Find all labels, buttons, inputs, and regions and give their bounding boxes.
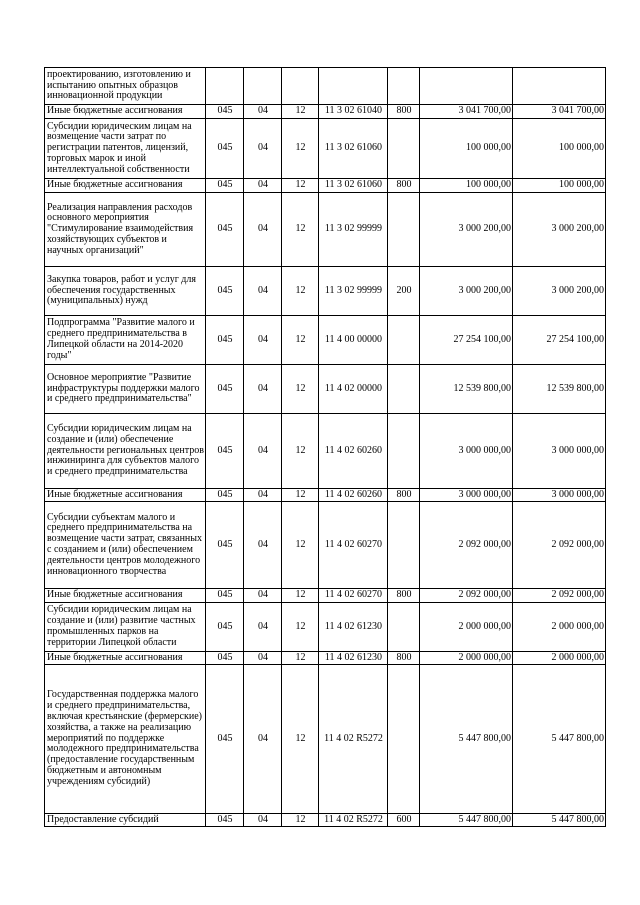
table-row (45, 489, 606, 502)
cell-amount-final: 3 000 200,00 (513, 193, 606, 267)
cell-ministry-code: 045 (206, 652, 244, 665)
table-row (45, 179, 606, 193)
cell-subsection-code: 12 (282, 652, 319, 665)
row-description: Предоставление субсидий (45, 814, 206, 827)
cell-ministry-code: 045 (206, 489, 244, 502)
cell-amount-final (513, 68, 606, 105)
cell-subsection-code: 12 (282, 814, 319, 827)
table-row (45, 589, 606, 603)
cell-amount-final: 5 447 800,00 (513, 814, 606, 827)
table-row (45, 119, 606, 179)
cell-subsection-code: 12 (282, 193, 319, 267)
cell-section-code: 04 (244, 814, 282, 827)
table-row (45, 267, 606, 316)
cell-subsection-code: 12 (282, 105, 319, 119)
cell-amount-plan: 5 447 800,00 (420, 665, 513, 814)
cell-section-code (244, 68, 282, 105)
cell-amount-plan: 3 041 700,00 (420, 105, 513, 119)
cell-target-article-code: 11 4 02 00000 (319, 365, 388, 414)
cell-subsection-code: 12 (282, 179, 319, 193)
cell-ministry-code: 045 (206, 814, 244, 827)
cell-section-code: 04 (244, 365, 282, 414)
cell-ministry-code: 045 (206, 119, 244, 179)
cell-target-article-code: 11 4 02 R5272 (319, 665, 388, 814)
table-row (45, 603, 606, 652)
budget-table-body (45, 68, 606, 827)
cell-amount-plan: 2 092 000,00 (420, 589, 513, 603)
table-row (45, 316, 606, 365)
cell-amount-plan: 3 000 000,00 (420, 414, 513, 489)
row-description: Закупка товаров, работ и услуг для обеспечения государственных (муниципальных) нужд (45, 267, 206, 316)
cell-target-article-code: 11 3 02 61060 (319, 179, 388, 193)
cell-expense-type-code (388, 603, 420, 652)
cell-amount-plan: 2 000 000,00 (420, 603, 513, 652)
table-row (45, 105, 606, 119)
cell-ministry-code: 045 (206, 179, 244, 193)
cell-subsection-code: 12 (282, 589, 319, 603)
cell-amount-final: 3 000 000,00 (513, 414, 606, 489)
table-row (45, 414, 606, 489)
cell-ministry-code: 045 (206, 502, 244, 589)
row-description: Субсидии юридическим лицам на возмещение части затрат по регистрации патентов, лицензий, торговых марок и иной интеллектуальной собственности (45, 119, 206, 179)
cell-subsection-code: 12 (282, 502, 319, 589)
cell-amount-plan: 3 000 200,00 (420, 267, 513, 316)
row-description: Иные бюджетные ассигнования (45, 589, 206, 603)
cell-amount-final: 3 000 200,00 (513, 267, 606, 316)
cell-subsection-code: 12 (282, 316, 319, 365)
cell-ministry-code: 045 (206, 603, 244, 652)
cell-amount-final: 2 000 000,00 (513, 603, 606, 652)
cell-amount-final: 2 092 000,00 (513, 589, 606, 603)
cell-subsection-code: 12 (282, 665, 319, 814)
row-description: проектированию, изготовлению и испытанию опытных образцов инновационной продукции (45, 68, 206, 105)
cell-amount-plan: 12 539 800,00 (420, 365, 513, 414)
cell-ministry-code: 045 (206, 267, 244, 316)
cell-section-code: 04 (244, 316, 282, 365)
row-description: Иные бюджетные ассигнования (45, 179, 206, 193)
table-row (45, 193, 606, 267)
cell-ministry-code: 045 (206, 365, 244, 414)
cell-section-code: 04 (244, 652, 282, 665)
cell-target-article-code: 11 3 02 61060 (319, 119, 388, 179)
cell-expense-type-code (388, 665, 420, 814)
row-description: Субсидии субъектам малого и среднего предпринимательства на возмещение части затрат, связанных с созданием и (или) обеспечением деятельности центров молодежного инновационного творчества (45, 502, 206, 589)
cell-subsection-code: 12 (282, 414, 319, 489)
cell-expense-type-code (388, 502, 420, 589)
row-description: Государственная поддержка малого и среднего предпринимательства, включая крестьянские (фермерские) хозяйства, а также на реализацию мероприятий по поддержке молодежного предпринимательства (предоставление государственным бюджетным и автономным учреждениям субсидий) (45, 665, 206, 814)
cell-amount-final: 3 041 700,00 (513, 105, 606, 119)
budget-table (44, 67, 606, 827)
cell-amount-final: 2 000 000,00 (513, 652, 606, 665)
row-description: Реализация направления расходов основного мероприятия "Стимулирование взаимодействия хозяйствующих субъектов и научных организаций" (45, 193, 206, 267)
cell-ministry-code: 045 (206, 316, 244, 365)
cell-expense-type-code (388, 414, 420, 489)
row-description: Подпрограмма "Развитие малого и среднего предпринимательства в Липецкой области на 2014-2020 годы" (45, 316, 206, 365)
cell-target-article-code: 11 3 02 61040 (319, 105, 388, 119)
cell-expense-type-code: 800 (388, 652, 420, 665)
cell-amount-plan (420, 68, 513, 105)
cell-section-code: 04 (244, 502, 282, 589)
cell-section-code: 04 (244, 489, 282, 502)
table-row (45, 502, 606, 589)
cell-subsection-code: 12 (282, 365, 319, 414)
cell-subsection-code: 12 (282, 603, 319, 652)
cell-section-code: 04 (244, 589, 282, 603)
cell-ministry-code: 045 (206, 414, 244, 489)
cell-amount-plan: 2 092 000,00 (420, 502, 513, 589)
table-row (45, 652, 606, 665)
cell-expense-type-code: 800 (388, 589, 420, 603)
cell-amount-final: 3 000 000,00 (513, 489, 606, 502)
budget-document-page (44, 67, 606, 827)
table-row (45, 665, 606, 814)
cell-target-article-code: 11 4 02 R5272 (319, 814, 388, 827)
table-row (45, 814, 606, 827)
cell-expense-type-code (388, 365, 420, 414)
cell-amount-plan: 2 000 000,00 (420, 652, 513, 665)
cell-target-article-code: 11 4 02 61230 (319, 603, 388, 652)
cell-amount-final: 12 539 800,00 (513, 365, 606, 414)
cell-ministry-code: 045 (206, 193, 244, 267)
cell-expense-type-code: 600 (388, 814, 420, 827)
cell-amount-final: 100 000,00 (513, 179, 606, 193)
cell-expense-type-code: 200 (388, 267, 420, 316)
cell-subsection-code: 12 (282, 489, 319, 502)
cell-expense-type-code: 800 (388, 105, 420, 119)
cell-ministry-code: 045 (206, 105, 244, 119)
cell-section-code: 04 (244, 267, 282, 316)
cell-subsection-code: 12 (282, 119, 319, 179)
row-description: Иные бюджетные ассигнования (45, 489, 206, 502)
cell-amount-final: 27 254 100,00 (513, 316, 606, 365)
cell-target-article-code: 11 3 02 99999 (319, 193, 388, 267)
cell-amount-plan: 3 000 200,00 (420, 193, 513, 267)
cell-expense-type-code (388, 316, 420, 365)
cell-expense-type-code (388, 68, 420, 105)
cell-expense-type-code: 800 (388, 489, 420, 502)
table-row (45, 365, 606, 414)
cell-amount-plan: 3 000 000,00 (420, 489, 513, 502)
cell-target-article-code (319, 68, 388, 105)
cell-expense-type-code (388, 193, 420, 267)
row-description: Субсидии юридическим лицам на создание и (или) обеспечение деятельности региональных центров инжиниринга для субъектов малого и среднего предпринимательства (45, 414, 206, 489)
cell-section-code: 04 (244, 179, 282, 193)
cell-amount-plan: 100 000,00 (420, 119, 513, 179)
cell-section-code: 04 (244, 665, 282, 814)
row-description: Иные бюджетные ассигнования (45, 652, 206, 665)
table-row (45, 68, 606, 105)
cell-amount-final: 100 000,00 (513, 119, 606, 179)
cell-target-article-code: 11 4 00 00000 (319, 316, 388, 365)
cell-amount-plan: 100 000,00 (420, 179, 513, 193)
cell-target-article-code: 11 4 02 60260 (319, 489, 388, 502)
cell-ministry-code: 045 (206, 665, 244, 814)
cell-expense-type-code: 800 (388, 179, 420, 193)
cell-amount-final: 2 092 000,00 (513, 502, 606, 589)
cell-subsection-code: 12 (282, 267, 319, 316)
cell-section-code: 04 (244, 105, 282, 119)
cell-section-code: 04 (244, 603, 282, 652)
cell-amount-final: 5 447 800,00 (513, 665, 606, 814)
cell-amount-plan: 5 447 800,00 (420, 814, 513, 827)
cell-target-article-code: 11 4 02 60270 (319, 589, 388, 603)
cell-target-article-code: 11 3 02 99999 (319, 267, 388, 316)
cell-target-article-code: 11 4 02 60270 (319, 502, 388, 589)
cell-section-code: 04 (244, 193, 282, 267)
cell-section-code: 04 (244, 119, 282, 179)
row-description: Основное мероприятие "Развитие инфраструктуры поддержки малого и среднего предпринимательства" (45, 365, 206, 414)
row-description: Субсидии юридическим лицам на создание и (или) развитие частных промышленных парков на территории Липецкой области (45, 603, 206, 652)
cell-subsection-code (282, 68, 319, 105)
cell-target-article-code: 11 4 02 60260 (319, 414, 388, 489)
cell-section-code: 04 (244, 414, 282, 489)
cell-expense-type-code (388, 119, 420, 179)
row-description: Иные бюджетные ассигнования (45, 105, 206, 119)
cell-amount-plan: 27 254 100,00 (420, 316, 513, 365)
cell-ministry-code (206, 68, 244, 105)
cell-target-article-code: 11 4 02 61230 (319, 652, 388, 665)
cell-ministry-code: 045 (206, 589, 244, 603)
